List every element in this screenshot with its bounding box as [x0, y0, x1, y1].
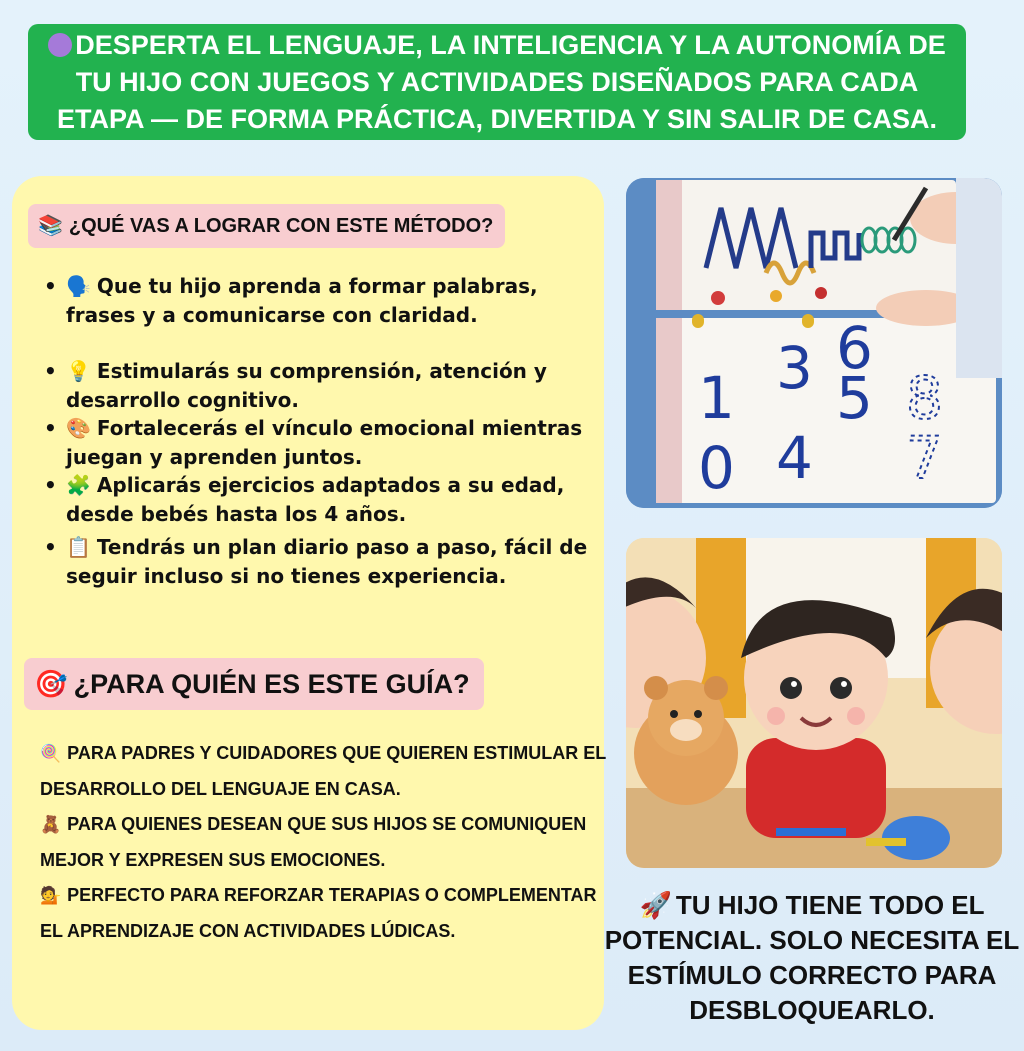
digit-7: 7 — [906, 424, 943, 492]
benefits-list — [38, 272, 594, 590]
digit-5: 5 — [836, 364, 873, 432]
section-title-method — [28, 204, 505, 248]
digit-4: 4 — [776, 424, 813, 492]
info-panel — [12, 176, 604, 1030]
target-icon: 🎯 — [34, 669, 68, 699]
person-tipping-hand-icon: 💁 — [40, 886, 62, 905]
digit-3: 3 — [776, 334, 813, 402]
section-title-audience — [24, 658, 484, 710]
list-item: • 💡 Estimularás su comprensión, atención y desarrollo cognitivo. — [38, 357, 594, 414]
section-title-audience-text: ¿PARA QUIÉN ES ESTE GUÍA? — [73, 669, 470, 699]
list-item: • 📋 Tendrás un plan diario paso a paso, fácil de seguir incluso si no tienes experiencia. — [38, 533, 594, 590]
list-item: 💁 PERFECTO PARA REFORZAR TERAPIAS O COMPLEMENTAR EL APRENDIZAJE CON ACTIVIDADES LÚDICAS. — [40, 885, 597, 941]
speaking-head-icon: 🗣️ — [66, 274, 91, 298]
banner-line-1: DESPERTA EL LENGUAJE, LA INTELIGENCIA Y LA AUTONOMÍA DE — [28, 27, 966, 64]
digit-6: 6 — [836, 314, 873, 382]
banner-line-2: TU HIJO CON JUEGOS Y ACTIVIDADES DISEÑADOS PARA CADA — [75, 67, 919, 97]
children-illustration — [626, 538, 1002, 868]
list-item: • 🗣️ Que tu hijo aprenda a formar palabras, frases y a comunicarse con claridad. — [38, 272, 594, 357]
list-item: • 🧩 Aplicarás ejercicios adaptados a su edad, desde bebés hasta los 4 años. — [38, 471, 594, 533]
puzzle-piece-icon: 🧩 — [66, 473, 91, 497]
headline-banner — [28, 24, 966, 140]
children-photo — [626, 538, 1002, 868]
list-item: • 🎨 Fortalecerás el vínculo emocional mientras juegan y aprenden juntos. — [38, 414, 594, 471]
purple-circle-icon — [48, 33, 72, 57]
audience-list — [40, 736, 606, 949]
light-bulb-icon: 💡 — [66, 359, 91, 383]
clipboard-icon: 📋 — [66, 535, 91, 559]
rocket-icon: 🚀 — [639, 890, 672, 920]
list-item: 🧸 PARA QUIENES DESEAN QUE SUS HIJOS SE COMUNIQUEN MEJOR Y EXPRESEN SUS EMOCIONES. — [40, 814, 587, 870]
lollipop-icon: 🍭 — [40, 744, 62, 763]
digit-8: 8 — [906, 364, 943, 432]
workbook-illustration — [626, 178, 1002, 508]
workbook-photo — [626, 178, 1002, 508]
banner-line-3: ETAPA — DE FORMA PRÁCTICA, DIVERTIDA Y SIN SALIR DE CASA. — [56, 104, 938, 134]
palette-icon: 🎨 — [66, 416, 91, 440]
call-to-action-text: TU HIJO TIENE TODO EL POTENCIAL. SOLO NECESITA EL ESTÍMULO CORRECTO PARA DESBLOQUEARLO. — [604, 890, 1020, 1025]
digit-1: 1 — [698, 364, 735, 432]
digit-0: 0 — [698, 434, 735, 502]
list-item: 🍭 PARA PADRES Y CUIDADORES QUE QUIEREN ESTIMULAR EL DESARROLLO DEL LENGUAJE EN CASA. — [40, 743, 606, 799]
call-to-action — [604, 888, 1020, 1028]
section-title-method-text: ¿QUÉ VAS A LOGRAR CON ESTE MÉTODO? — [68, 215, 494, 237]
teddy-bear-icon: 🧸 — [40, 815, 62, 834]
books-icon: 📚 — [38, 215, 63, 237]
